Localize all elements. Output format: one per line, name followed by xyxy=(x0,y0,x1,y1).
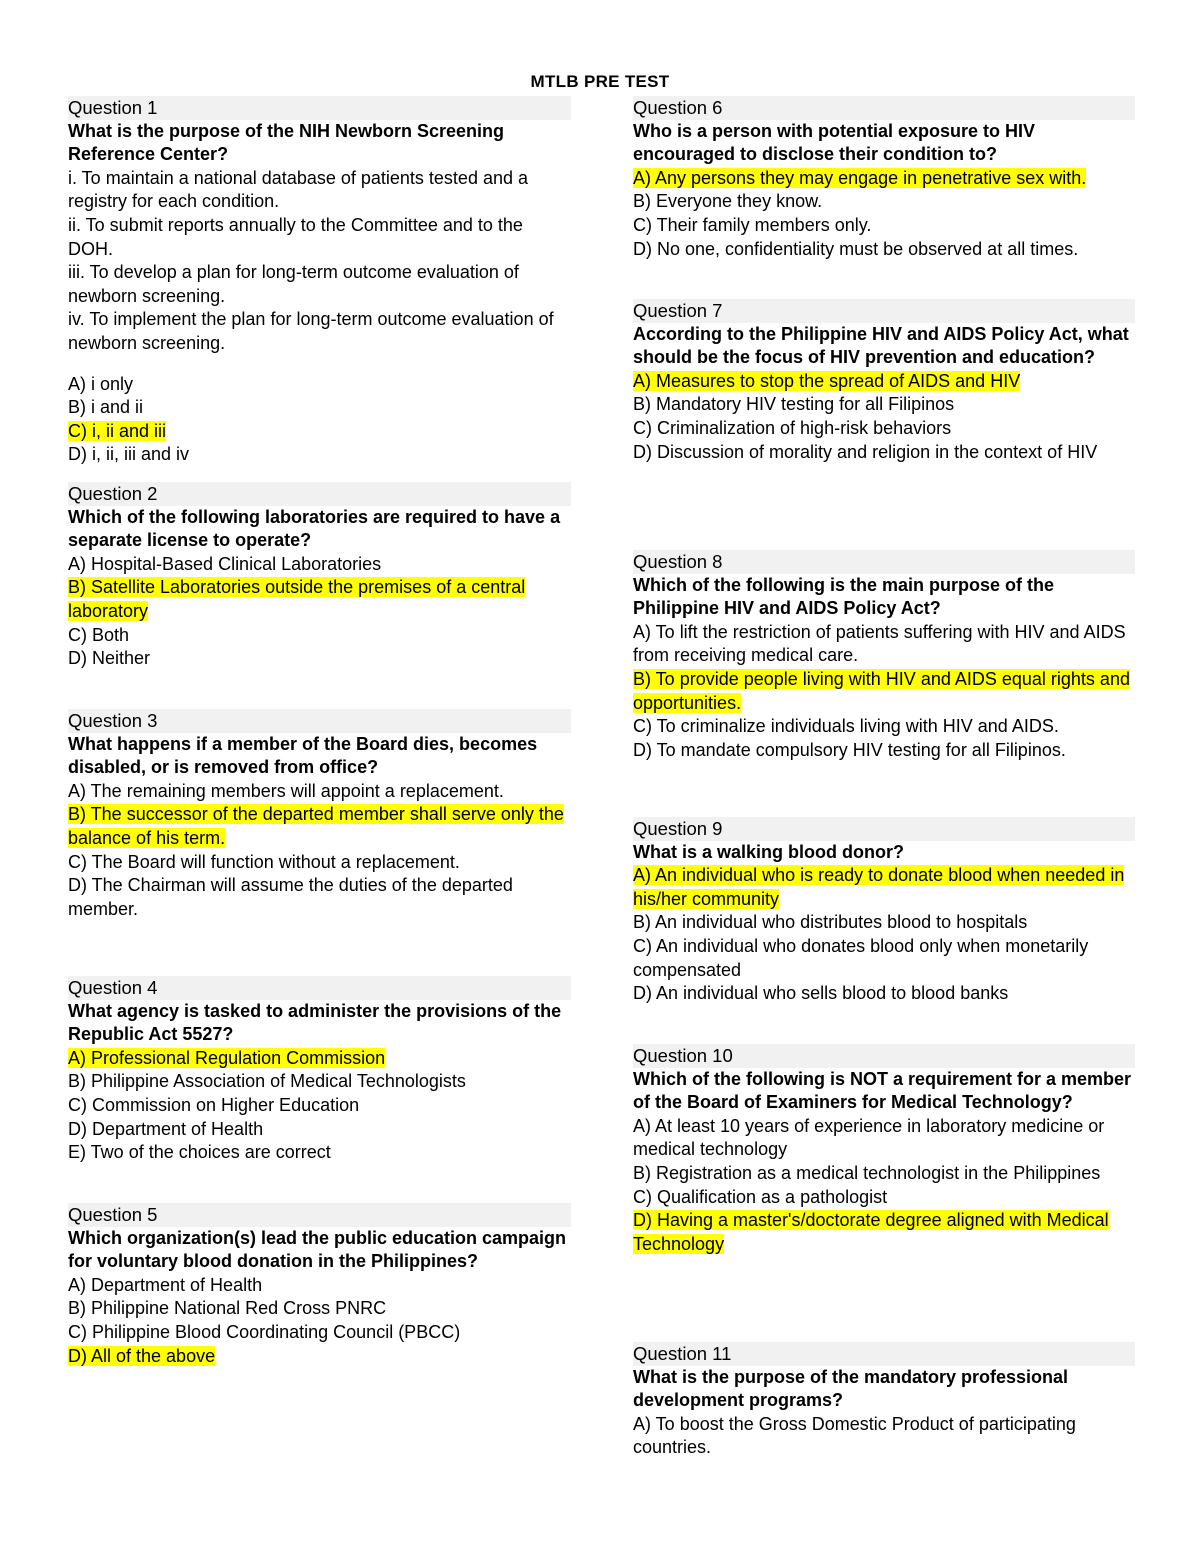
option-d[interactable]: D) To mandate compulsory HIV testing for all Filipinos. xyxy=(633,739,1066,760)
page-title: MTLB PRE TEST xyxy=(530,72,670,91)
option-a[interactable]: A) To boost the Gross Domestic Product of participating countries. xyxy=(633,1413,1076,1458)
question-text: Who is a person with potential exposure to HIV encouraged to disclose their condition to? xyxy=(633,120,1036,165)
option-a[interactable]: A) At least 10 years of experience in laboratory medicine or medical technology xyxy=(633,1115,1105,1160)
option-c[interactable]: C) The Board will function without a replacement. xyxy=(68,851,460,872)
option-a-correct-answer[interactable]: A) Any persons they may engage in penetrative sex with. xyxy=(633,167,1087,188)
question-1 xyxy=(68,96,571,467)
question-label: Question 2 xyxy=(68,482,571,506)
question-label: Question 7 xyxy=(633,299,1135,323)
option-b-correct-answer[interactable]: B) The successor of the departed member shall serve only the balance of his term. xyxy=(68,804,564,848)
option-a-correct-answer[interactable]: A) Measures to stop the spread of AIDS and HIV xyxy=(633,370,1021,391)
option-b[interactable]: B) Everyone they know. xyxy=(633,191,823,212)
statement: ii. To submit reports annually to the Committee and to the DOH. xyxy=(68,214,523,259)
option-a-correct-answer[interactable]: A) An individual who is ready to donate blood when needed in his/her community xyxy=(633,865,1125,909)
option-d-correct-answer[interactable]: D) All of the above xyxy=(68,1345,216,1366)
question-10 xyxy=(633,1044,1135,1256)
statement: iv. To implement the plan for long-term outcome evaluation of newborn screening. xyxy=(68,309,554,353)
option-b[interactable]: B) Philippine National Red Cross PNRC xyxy=(68,1298,387,1319)
statement: iii. To develop a plan for long-term outcome evaluation of newborn screening. xyxy=(68,262,519,306)
option-d[interactable]: D) Department of Health xyxy=(68,1118,264,1139)
option-b[interactable]: B) An individual who distributes blood to hospitals xyxy=(633,912,1028,933)
option-a[interactable]: A) To lift the restriction of patients suffering with HIV and AIDS from receiving medical care. xyxy=(633,621,1126,666)
question-text: Which of the following laboratories are required to have a separate license to operate? xyxy=(68,506,561,551)
question-6 xyxy=(633,96,1135,261)
question-text: What is a walking blood donor? xyxy=(633,841,904,862)
question-11 xyxy=(633,1342,1135,1460)
question-4 xyxy=(68,976,571,1165)
question-text: What is the purpose of the mandatory professional development programs? xyxy=(633,1366,1069,1411)
question-7 xyxy=(633,299,1135,464)
option-b[interactable]: B) Mandatory HIV testing for all Filipinos xyxy=(633,394,955,415)
question-text: Which organization(s) lead the public education campaign for voluntary blood donation in the Philippines? xyxy=(68,1227,567,1272)
question-3 xyxy=(68,709,571,921)
option-b[interactable]: B) Philippine Association of Medical Technologists xyxy=(68,1071,466,1092)
option-a-correct-answer[interactable]: A) Professional Regulation Commission xyxy=(68,1047,386,1068)
option-d[interactable]: D) Neither xyxy=(68,648,151,669)
question-label: Question 11 xyxy=(633,1342,1135,1366)
option-e[interactable]: E) Two of the choices are correct xyxy=(68,1142,331,1163)
option-d[interactable]: D) i, ii, iii and iv xyxy=(68,444,190,465)
question-text: According to the Philippine HIV and AIDS Policy Act, what should be the focus of HIV prevention and education? xyxy=(633,323,1129,368)
option-c[interactable]: C) Qualification as a pathologist xyxy=(633,1186,888,1207)
option-a[interactable]: A) The remaining members will appoint a replacement. xyxy=(68,780,504,801)
question-label: Question 3 xyxy=(68,709,571,733)
option-c[interactable]: C) An individual who donates blood only when monetarily compensated xyxy=(633,935,1089,980)
option-d[interactable]: D) Discussion of morality and religion in the context of HIV xyxy=(633,441,1098,462)
option-b-correct-answer[interactable]: B) To provide people living with HIV and AIDS equal rights and opportunities. xyxy=(633,668,1130,713)
option-a[interactable]: A) Hospital-Based Clinical Laboratories xyxy=(68,553,382,574)
option-d-correct-answer[interactable]: D) Having a master's/doctorate degree aligned with Medical Technology xyxy=(633,1210,1109,1254)
question-label: Question 10 xyxy=(633,1044,1135,1068)
question-text: Which of the following is NOT a requirement for a member of the Board of Examiners for Medical Technology? xyxy=(633,1068,1132,1113)
option-c[interactable]: C) Philippine Blood Coordinating Council (PBCC) xyxy=(68,1321,461,1342)
question-text: What happens if a member of the Board dies, becomes disabled, or is removed from office? xyxy=(68,733,538,778)
option-d[interactable]: D) No one, confidentiality must be observed at all times. xyxy=(633,238,1079,259)
question-label: Question 6 xyxy=(633,96,1135,120)
option-a[interactable]: A) i only xyxy=(68,373,134,394)
statement: i. To maintain a national database of patients tested and a registry for each condition. xyxy=(68,167,528,212)
option-d[interactable]: D) An individual who sells blood to blood banks xyxy=(633,983,1009,1004)
question-text: What agency is tasked to administer the provisions of the Republic Act 5527? xyxy=(68,1000,562,1045)
question-text: What is the purpose of the NIH Newborn Screening Reference Center? xyxy=(68,120,505,165)
question-text: Which of the following is the main purpose of the Philippine HIV and AIDS Policy Act? xyxy=(633,574,1054,619)
option-c[interactable]: C) Both xyxy=(68,624,130,645)
option-b[interactable]: B) Registration as a medical technologist in the Philippines xyxy=(633,1162,1101,1183)
option-c[interactable]: C) Criminalization of high-risk behaviors xyxy=(633,417,952,438)
option-a[interactable]: A) Department of Health xyxy=(68,1274,263,1295)
question-label: Question 9 xyxy=(633,817,1135,841)
option-c[interactable]: C) Commission on Higher Education xyxy=(68,1094,360,1115)
question-label: Question 8 xyxy=(633,550,1135,574)
question-label: Question 1 xyxy=(68,96,571,120)
option-c[interactable]: C) Their family members only. xyxy=(633,214,872,235)
question-label: Question 4 xyxy=(68,976,571,1000)
question-label: Question 5 xyxy=(68,1203,571,1227)
question-9 xyxy=(633,817,1135,1006)
question-2 xyxy=(68,482,571,671)
option-c[interactable]: C) To criminalize individuals living with HIV and AIDS. xyxy=(633,716,1059,737)
question-8 xyxy=(633,550,1135,762)
option-b[interactable]: B) i and ii xyxy=(68,397,144,418)
option-c-correct-answer[interactable]: C) i, ii and iii xyxy=(68,420,167,441)
option-b-correct-answer[interactable]: B) Satellite Laboratories outside the premises of a central laboratory xyxy=(68,577,526,621)
option-d[interactable]: D) The Chairman will assume the duties of the departed member. xyxy=(68,875,513,919)
question-5 xyxy=(68,1203,571,1368)
